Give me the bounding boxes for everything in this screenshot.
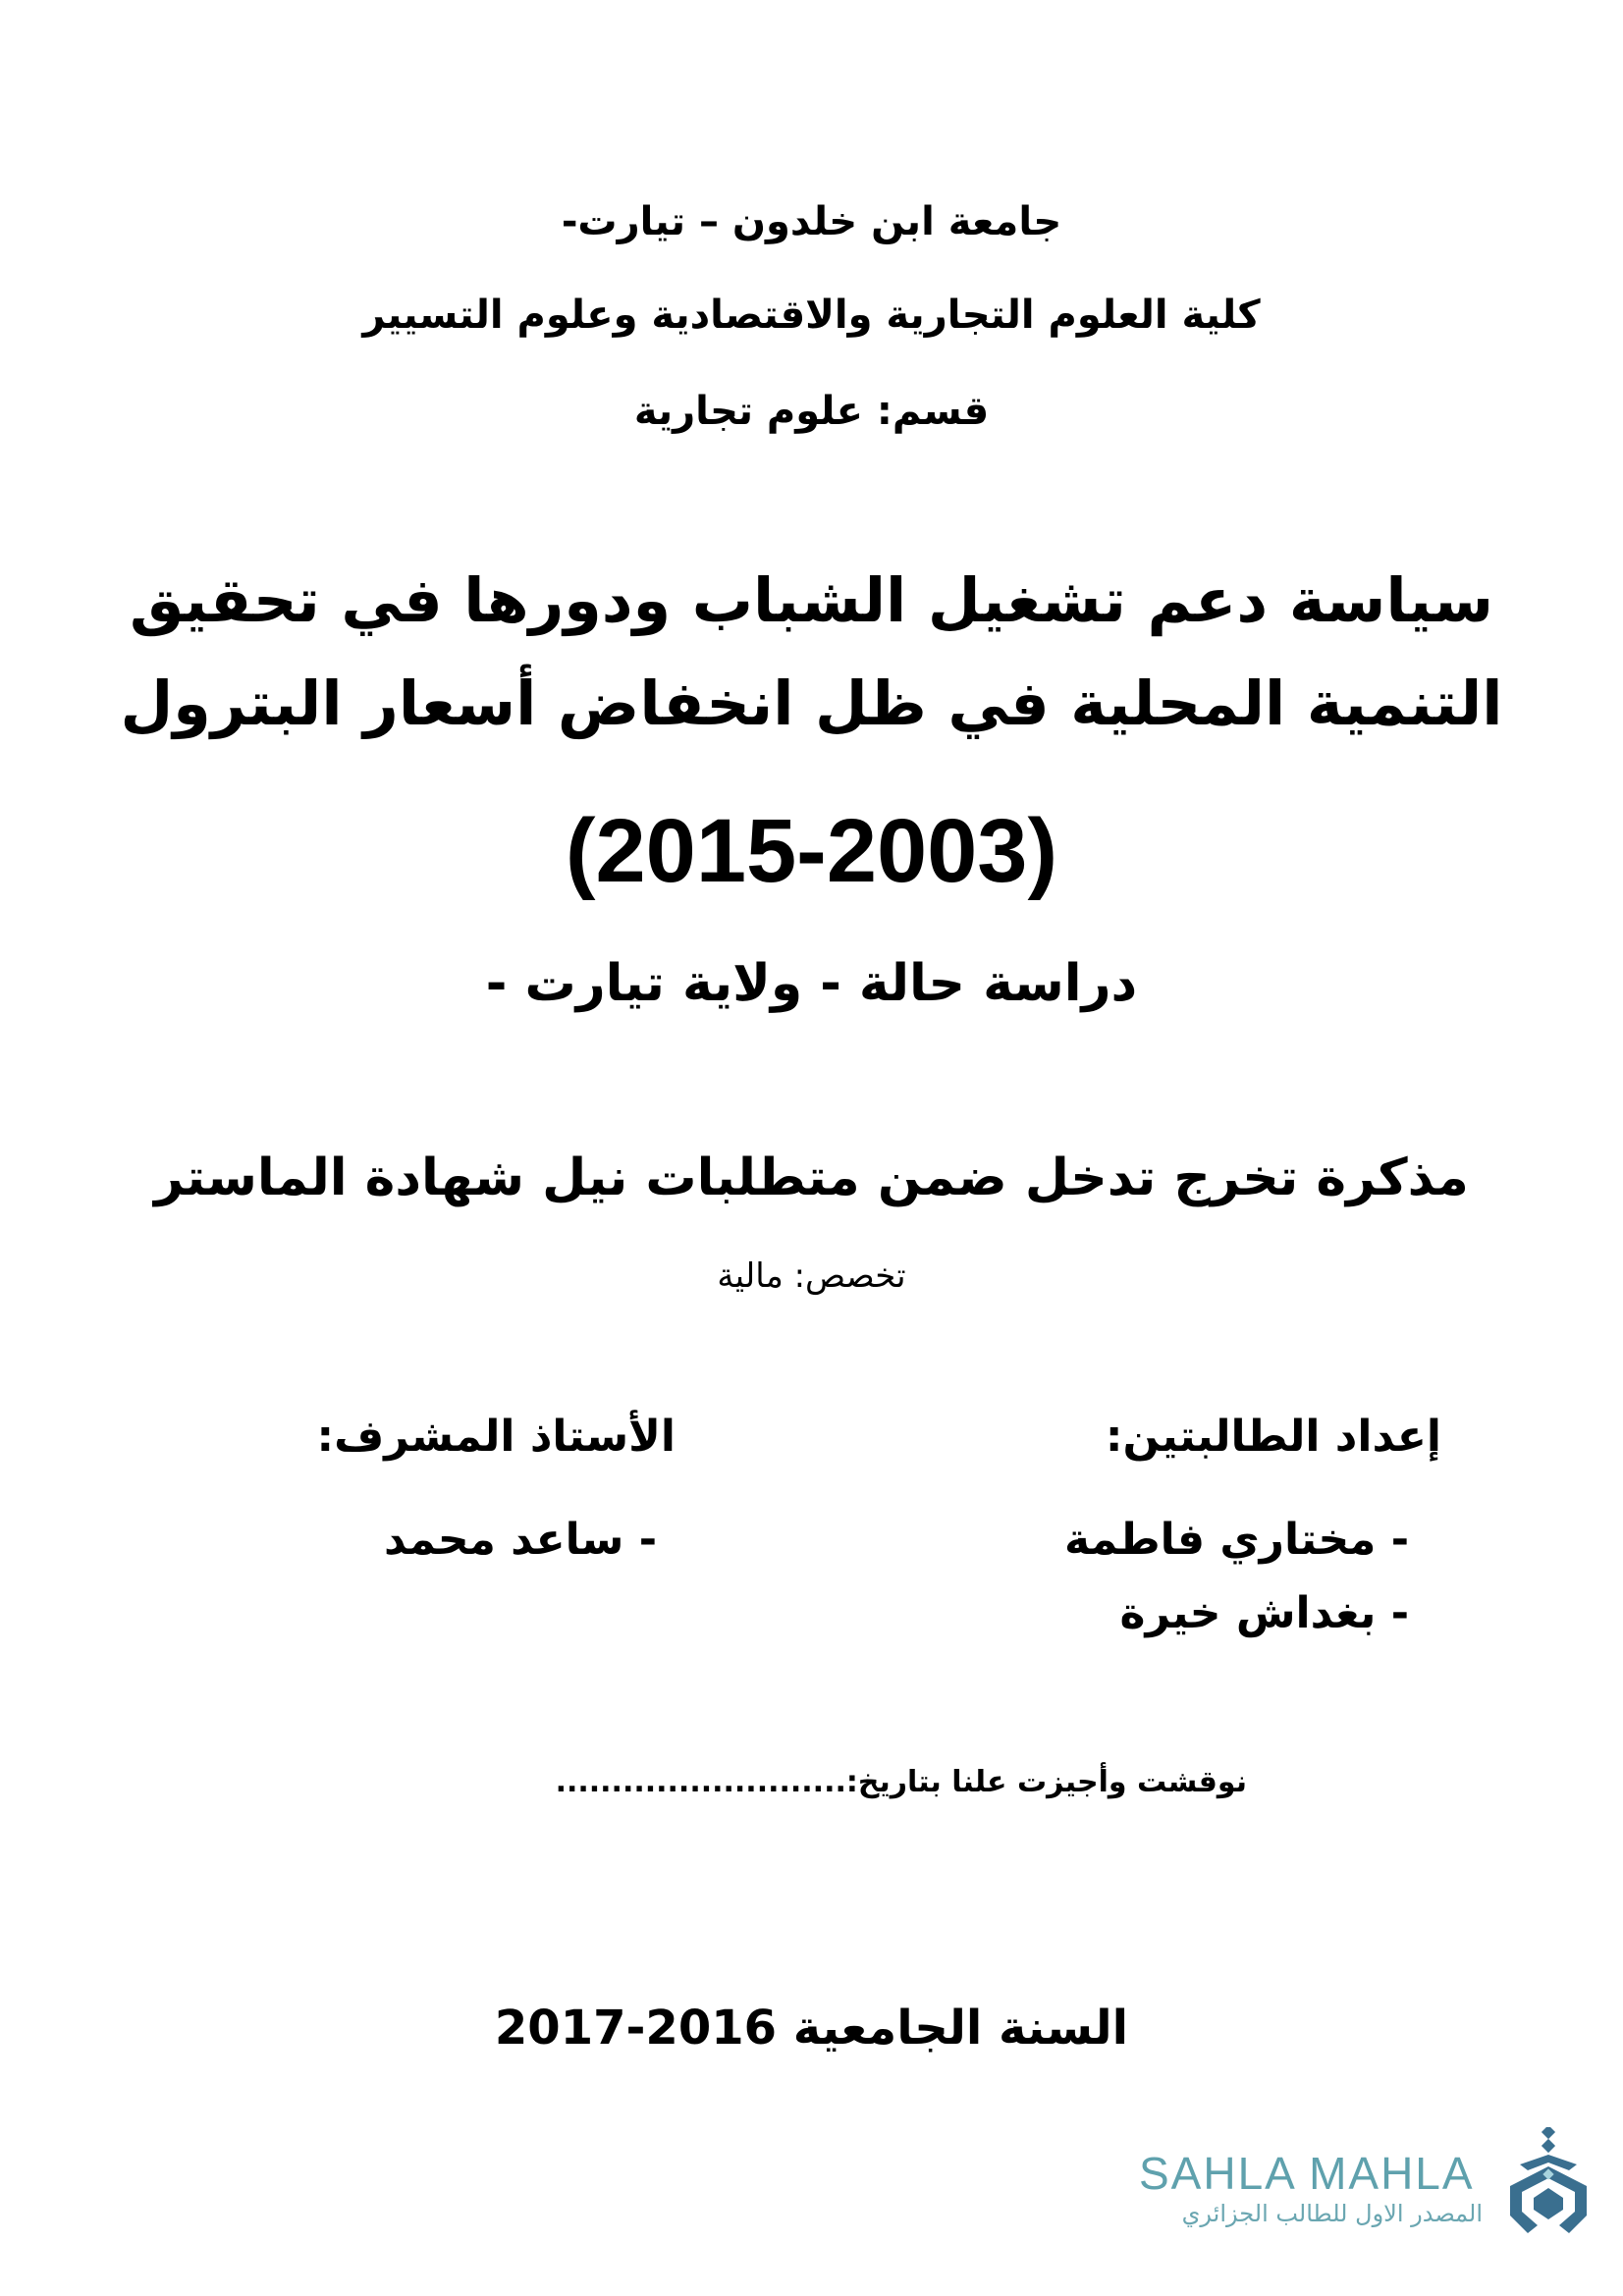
logo-emblem-icon [1500,2127,1598,2245]
faculty-name: كلية العلوم التجارية والاقتصادية وعلوم التسيير [362,293,1261,338]
sahla-mahla-logo [1139,2135,1600,2253]
academic-year: السنة الجامعية 2016-2017 [494,2001,1129,2056]
supervisor-name: - ساعد محمد [383,1515,657,1565]
thesis-title-line2: التنمية المحلية في ظل انخفاض أسعار البترول [120,667,1503,739]
case-study: دراسة حالة - ولاية تيارت - [485,954,1138,1013]
university-name: جامعة ابن خلدون – تيارت- [561,199,1062,244]
study-period: (2015-2003) [565,801,1058,901]
department-name: قسم: علوم تجارية [633,389,990,434]
supervisor-label: الأستاذ المشرف: [316,1412,676,1462]
specialty: تخصص: مالية [717,1256,906,1296]
logo-text: SAHLA MAHLA [1139,2148,1475,2199]
thesis-title-line1: سياسة دعم تشغيل الشباب ودورها في تحقيق [130,564,1493,636]
defense-date-line: نوقشت وأجيزت علنا بتاريخ:.......................... [555,1765,1247,1799]
logo-tagline: المصدر الاول للطالب الجزائري [1181,2200,1483,2227]
students-label: إعداد الطالبتين: [1105,1412,1441,1462]
student-name: - بغداش خيرة [1119,1588,1409,1638]
student-name: - مختاري فاطمة [1064,1515,1409,1565]
thesis-description: مذكرة تخرج تدخل ضمن متطلبات نيل شهادة الماستر [154,1148,1469,1207]
